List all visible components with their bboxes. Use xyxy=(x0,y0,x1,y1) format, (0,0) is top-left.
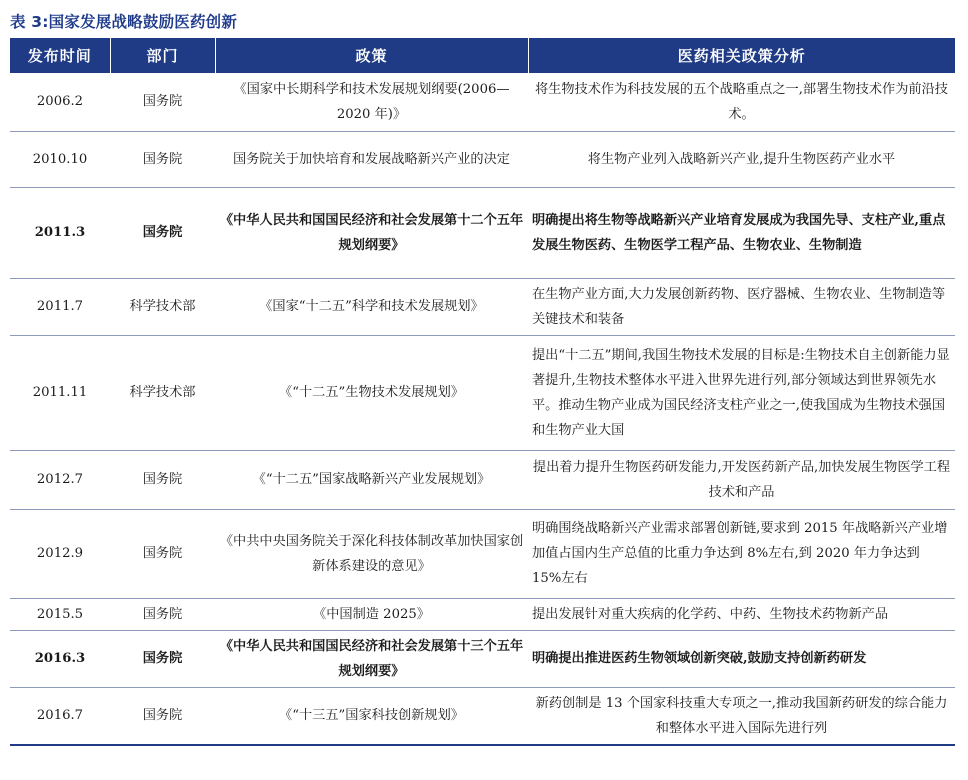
cell-policy: 《中国制造 2025》 xyxy=(215,598,528,630)
header-analysis: 医药相关政策分析 xyxy=(528,38,955,73)
cell-analysis: 提出着力提升生物医药研发能力,开发医药新产品,加快发展生物医学工程技术和产品 xyxy=(528,450,955,509)
cell-policy: 《“十三五”国家科技创新规划》 xyxy=(215,687,528,745)
cell-analysis: 明确提出推进医药生物领域创新突破,鼓励支持创新药研发 xyxy=(528,630,955,687)
cell-department: 国务院 xyxy=(110,187,215,278)
cell-department: 国务院 xyxy=(110,687,215,745)
cell-department: 国务院 xyxy=(110,131,215,187)
table-row xyxy=(10,187,955,278)
cell-policy: 《国家中长期科学和技术发展规划纲要(2006—2020 年)》 xyxy=(215,73,528,131)
cell-date: 2012.7 xyxy=(10,450,110,509)
table-caption: 表 3:国家发展战略鼓励医药创新 xyxy=(10,13,238,31)
table-body xyxy=(10,73,955,745)
cell-policy: 国务院关于加快培育和发展战略新兴产业的决定 xyxy=(215,131,528,187)
cell-department: 科学技术部 xyxy=(110,335,215,450)
table-row xyxy=(10,450,955,509)
table-row xyxy=(10,73,955,131)
table-row xyxy=(10,509,955,598)
cell-date: 2011.7 xyxy=(10,278,110,335)
cell-analysis: 新药创制是 13 个国家科技重大专项之一,推动我国新药研发的综合能力和整体水平进入国际先进行列 xyxy=(528,687,955,745)
cell-date: 2012.9 xyxy=(10,509,110,598)
cell-analysis: 在生物产业方面,大力发展创新药物、医疗器械、生物农业、生物制造等关键技术和装备 xyxy=(528,278,955,335)
cell-date: 2015.5 xyxy=(10,598,110,630)
cell-policy: 《中共中央国务院关于深化科技体制改革加快国家创新体系建设的意见》 xyxy=(215,509,528,598)
cell-analysis: 明确提出将生物等战略新兴产业培育发展成为我国先导、支柱产业,重点发展生物医药、生物医学工程产品、生物农业、生物制造 xyxy=(528,187,955,278)
cell-department: 国务院 xyxy=(110,450,215,509)
cell-policy: 《“十二五”国家战略新兴产业发展规划》 xyxy=(215,450,528,509)
cell-department: 国务院 xyxy=(110,73,215,131)
header-department: 部门 xyxy=(110,38,215,73)
table-row xyxy=(10,687,955,745)
table-row xyxy=(10,598,955,630)
cell-department: 科学技术部 xyxy=(110,278,215,335)
table-row xyxy=(10,131,955,187)
policy-table xyxy=(10,38,955,746)
cell-policy: 《中华人民共和国国民经济和社会发展第十三个五年规划纲要》 xyxy=(215,630,528,687)
cell-analysis: 明确围绕战略新兴产业需求部署创新链,要求到 2015 年战略新兴产业增加值占国内生产总值的比重力争达到 8%左右,到 2020 年力争达到 15%左右 xyxy=(528,509,955,598)
cell-policy: 《国家“十二五”科学和技术发展规划》 xyxy=(215,278,528,335)
cell-date: 2006.2 xyxy=(10,73,110,131)
cell-policy: 《中华人民共和国国民经济和社会发展第十二个五年规划纲要》 xyxy=(215,187,528,278)
cell-date: 2011.3 xyxy=(10,187,110,278)
cell-date: 2016.7 xyxy=(10,687,110,745)
header-row xyxy=(10,38,955,73)
table-row xyxy=(10,335,955,450)
cell-department: 国务院 xyxy=(110,630,215,687)
cell-analysis: 提出“十二五”期间,我国生物技术发展的目标是:生物技术自主创新能力显著提升,生物技术整体水平进入世界先进行列,部分领域达到世界领先水平。推动生物产业成为国民经济支柱产业之一,使我国成为生物技术强国和生物产业大国 xyxy=(528,335,955,450)
cell-date: 2010.10 xyxy=(10,131,110,187)
cell-date: 2016.3 xyxy=(10,630,110,687)
cell-policy: 《“十二五”生物技术发展规划》 xyxy=(215,335,528,450)
cell-analysis: 提出发展针对重大疾病的化学药、中药、生物技术药物新产品 xyxy=(528,598,955,630)
table-row xyxy=(10,630,955,687)
cell-department: 国务院 xyxy=(110,509,215,598)
table-row xyxy=(10,278,955,335)
cell-department: 国务院 xyxy=(110,598,215,630)
header-date: 发布时间 xyxy=(10,38,110,73)
header-policy: 政策 xyxy=(215,38,528,73)
cell-date: 2011.11 xyxy=(10,335,110,450)
cell-analysis: 将生物产业列入战略新兴产业,提升生物医药产业水平 xyxy=(528,131,955,187)
cell-analysis: 将生物技术作为科技发展的五个战略重点之一,部署生物技术作为前沿技术。 xyxy=(528,73,955,131)
